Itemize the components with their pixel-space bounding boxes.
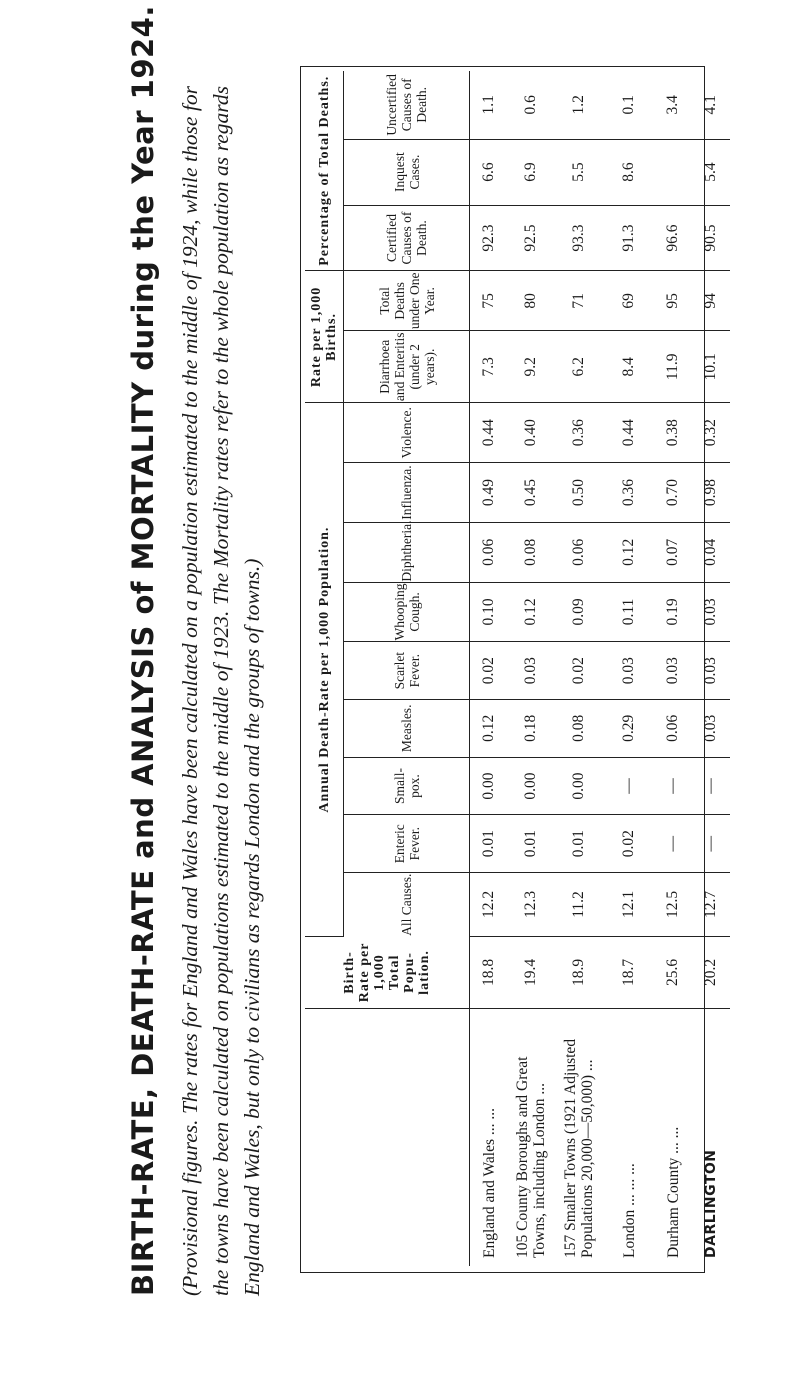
table-cell: 0.36 — [604, 463, 654, 523]
table-cell: 0.08 — [508, 522, 554, 582]
table-cell: 12.3 — [508, 873, 554, 937]
col-header: Small-pox. — [344, 757, 470, 815]
table-cell: 96.6 — [654, 205, 692, 271]
table-cell: 12.5 — [654, 873, 692, 937]
table-cell: 0.01 — [470, 815, 509, 873]
table-cell: 80 — [508, 271, 554, 331]
table-cell: 12.1 — [604, 873, 654, 937]
table-cell: — — [654, 815, 692, 873]
table-cell: 19.4 — [508, 936, 554, 1008]
row-place: 157 Smaller Towns (1921 Adjusted Populations 20,000—50,000) ... — [562, 1038, 596, 1258]
table-row — [654, 71, 692, 1266]
intro-note: (Provisional figures. The rates for England and Wales have been calculated on a population estimated to the middle of 1924, while those for the towns have been calculated on populations estimated to the middle of 1923. The Mortality rates refer to the whole population as regards England and Wales, but only to civilians as regards London and the groups of towns.) — [178, 86, 264, 1296]
col-header: Uncertified Causes of Death. — [344, 71, 470, 139]
col-header: Measles. — [344, 700, 470, 758]
table-cell: 0.11 — [604, 582, 654, 642]
table-cell: 0.6 — [508, 71, 554, 139]
table-cell: 93.3 — [554, 205, 604, 271]
table-cell: 18.8 — [470, 936, 509, 1008]
col-header: All Causes. — [344, 873, 470, 937]
table-cell: 4.1 — [692, 71, 730, 139]
table-cell: 1.1 — [470, 71, 509, 139]
table-cell: 71 — [554, 271, 604, 331]
table-cell: 92.3 — [470, 205, 509, 271]
table-cell: 12.7 — [692, 873, 730, 937]
table-cell: 3.4 — [654, 71, 692, 139]
table-cell: 0.03 — [604, 642, 654, 700]
table-cell: 18.9 — [554, 936, 604, 1008]
percentage-header: Percentage of Total Deaths. — [305, 71, 344, 271]
table-row — [692, 71, 730, 1266]
row-place: Durham County ... ... — [664, 1126, 682, 1258]
table-cell: 92.5 — [508, 205, 554, 271]
col-header: Whooping Cough. — [344, 582, 470, 642]
col-header: Inquest Cases. — [344, 139, 470, 205]
table-cell: 9.2 — [508, 331, 554, 403]
table-cell: 0.00 — [554, 757, 604, 815]
table-cell: 0.02 — [470, 642, 509, 700]
table-cell: 0.02 — [604, 815, 654, 873]
row-place: England and Wales ... ... — [480, 1108, 498, 1258]
table-cell: 0.70 — [654, 463, 692, 523]
col-header: Diarrhoea and Enteritis (under 2 years). — [344, 331, 470, 403]
table-cell: 5.4 — [692, 139, 730, 205]
col-header: Influenza. — [344, 463, 470, 523]
table-cell: 0.12 — [604, 522, 654, 582]
table-cell: 0.49 — [470, 463, 509, 523]
mortality-table — [305, 71, 730, 1266]
col-header: Violence. — [344, 403, 470, 463]
table-cell: 0.19 — [654, 582, 692, 642]
table-cell: 0.01 — [554, 815, 604, 873]
col-header: Enteric Fever. — [344, 815, 470, 873]
table-cell: 0.50 — [554, 463, 604, 523]
table-cell: 0.38 — [654, 403, 692, 463]
table-cell: 69 — [604, 271, 654, 331]
place-header — [305, 1008, 470, 1266]
table-cell: 75 — [470, 271, 509, 331]
table-row — [554, 71, 604, 1266]
table-cell: 0.29 — [604, 700, 654, 758]
col-header: Certified Causes of Death. — [344, 205, 470, 271]
page-title: BIRTH-RATE, DEATH-RATE and ANALYSIS of MORTALITY during the Year 1924. — [126, 5, 160, 1296]
table-cell: 0.00 — [508, 757, 554, 815]
table-cell: 8.4 — [604, 331, 654, 403]
table-cell: 0.12 — [470, 700, 509, 758]
table-cell: 0.12 — [508, 582, 554, 642]
table-cell: 90.5 — [692, 205, 730, 271]
table-cell: 0.02 — [554, 642, 604, 700]
table-cell: 6.6 — [470, 139, 509, 205]
rate-per-births-header: Rate per 1,000 Births. — [305, 271, 344, 403]
table-cell: 0.03 — [692, 642, 730, 700]
col-header: Total Deaths under One Year. — [344, 271, 470, 331]
table-cell: 0.1 — [604, 71, 654, 139]
table-cell: 0.08 — [554, 700, 604, 758]
table-cell: 94 — [692, 271, 730, 331]
table-cell: 0.06 — [654, 700, 692, 758]
table-cell: 1.2 — [554, 71, 604, 139]
table-cell: 0.44 — [604, 403, 654, 463]
table-cell: 0.00 — [470, 757, 509, 815]
col-header: Scarlet Fever. — [344, 642, 470, 700]
table-cell: 0.36 — [554, 403, 604, 463]
table-cell: 25.6 — [654, 936, 692, 1008]
table-cell: 0.18 — [508, 700, 554, 758]
table-cell: — — [654, 757, 692, 815]
table-cell: 0.06 — [554, 522, 604, 582]
table-cell: 0.04 — [692, 522, 730, 582]
table-cell: 11.2 — [554, 873, 604, 937]
table-cell: 7.3 — [470, 331, 509, 403]
table-cell: 0.32 — [692, 403, 730, 463]
table-cell: 0.07 — [654, 522, 692, 582]
table-cell: 0.98 — [692, 463, 730, 523]
row-place: DARLINGTON — [702, 1149, 719, 1258]
table-cell: 0.09 — [554, 582, 604, 642]
table-cell: 10.1 — [692, 331, 730, 403]
table-cell: — — [692, 815, 730, 873]
table-cell: 6.9 — [508, 139, 554, 205]
table-cell: 0.03 — [508, 642, 554, 700]
table-cell: 0.01 — [508, 815, 554, 873]
table-cell: — — [604, 757, 654, 815]
table-cell: 20.2 — [692, 936, 730, 1008]
table-cell: 8.6 — [604, 139, 654, 205]
table-cell: 6.2 — [554, 331, 604, 403]
table-cell: 11.9 — [654, 331, 692, 403]
row-place: 105 County Boroughs and Great Towns, including London ... — [514, 1056, 548, 1258]
table-row — [508, 71, 554, 1266]
table-cell: 0.03 — [654, 642, 692, 700]
table-cell: 0.03 — [692, 582, 730, 642]
table-cell: 0.03 — [692, 700, 730, 758]
table-cell: 0.44 — [470, 403, 509, 463]
table-row — [604, 71, 654, 1266]
row-place: London ... ... ... — [620, 1163, 638, 1258]
table-cell: 0.45 — [508, 463, 554, 523]
table-cell: — — [692, 757, 730, 815]
table-cell: 18.7 — [604, 936, 654, 1008]
table-cell: 5.5 — [554, 139, 604, 205]
table-cell: 0.06 — [470, 522, 509, 582]
table-row — [470, 71, 509, 1266]
table-cell — [654, 139, 692, 205]
table-cell: 0.40 — [508, 403, 554, 463]
table-cell: 0.10 — [470, 582, 509, 642]
birth-rate-header: Birth-Rate per 1,000 Total Popu-lation. — [305, 936, 470, 1008]
table-cell: 95 — [654, 271, 692, 331]
table-cell: 91.3 — [604, 205, 654, 271]
table-cell: 12.2 — [470, 873, 509, 937]
annual-death-rate-header: Annual Death-Rate per 1,000 Population. — [305, 403, 344, 937]
col-header: Diphtheria. — [344, 522, 470, 582]
